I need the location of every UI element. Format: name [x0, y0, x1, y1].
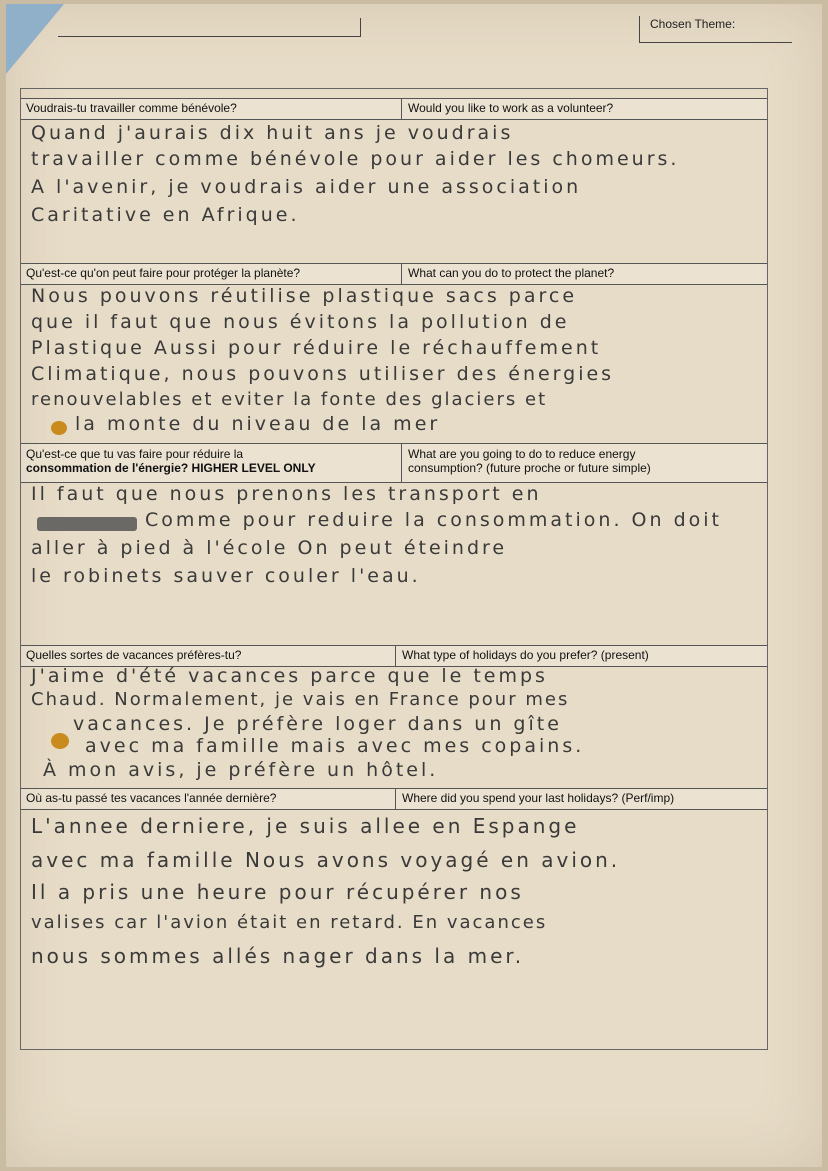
question-en: What type of holidays do you prefer? (present) — [402, 648, 649, 662]
answer-volunteer — [20, 118, 768, 256]
question-en-line: What are you going to do to reduce energy — [408, 447, 636, 461]
answer-line: avec ma famille mais avec mes copains. — [85, 735, 585, 757]
question-row-planet — [20, 263, 768, 285]
answer-planet — [20, 283, 768, 441]
answer-line: Comme pour reduire la consommation. On doit — [145, 509, 722, 531]
name-line — [58, 18, 361, 37]
answer-line: À mon avis, je préfère un hôtel. — [43, 759, 439, 781]
answer-line: J'aime d'été vacances parce que le temps — [31, 665, 548, 687]
question-fr-line: consommation de l'énergie? HIGHER LEVEL ONLY — [26, 461, 316, 475]
ink-blot — [51, 421, 67, 435]
answer-holiday-preference — [20, 665, 768, 787]
answer-line: Il faut que nous prenons les transport en — [31, 483, 542, 505]
chosen-theme-label: Chosen Theme: — [650, 17, 736, 31]
question-fr: Qu'est-ce qu'on peut faire pour protéger la planète? — [20, 264, 402, 284]
question-fr: Où as-tu passé tes vacances l'année dernière? — [20, 789, 396, 809]
answer-line: Nous pouvons réutilise plastique sacs parce — [31, 285, 578, 307]
question-row-holiday-preference — [20, 645, 768, 667]
question-fr-line: Qu'est-ce que tu vas faire pour réduire la — [26, 447, 244, 461]
question-fr — [20, 444, 402, 482]
answer-line: Il a pris une heure pour récupérer nos — [31, 880, 524, 904]
answer-line: aller à pied à l'école On peut éteindre — [31, 537, 508, 559]
question-en: Would you like to work as a volunteer? — [408, 101, 614, 115]
answer-line: Climatique, nous pouvons utiliser des énergies — [31, 363, 615, 385]
question-row-volunteer — [20, 98, 768, 120]
answer-line: la monte du niveau de la mer — [75, 413, 441, 435]
question-fr: Quelles sortes de vacances préfères-tu? — [20, 646, 396, 666]
ink-blot — [51, 733, 69, 749]
answer-line: travailler comme bénévole pour aider les chomeurs. — [31, 148, 680, 170]
answer-line: renouvelables et eviter la fonte des glaciers et — [31, 389, 548, 410]
answer-line: L'annee derniere, je suis allee en Espange — [31, 814, 580, 838]
question-row-last-holidays — [20, 788, 768, 810]
worksheet-page — [6, 4, 822, 1167]
answer-line: Quand j'aurais dix huit ans je voudrais — [31, 122, 514, 144]
question-en — [402, 444, 768, 482]
answer-line: Caritative en Afrique. — [31, 204, 300, 226]
answer-line: nous sommes allés nager dans la mer. — [31, 944, 525, 968]
crossed-out-word — [37, 517, 137, 531]
question-en: What can you do to protect the planet? — [408, 266, 615, 280]
question-en-line: consumption? (future proche or future simple) — [408, 461, 651, 475]
answer-line: Chaud. Normalement, je vais en France pour mes — [31, 689, 570, 710]
answer-energy — [20, 481, 768, 643]
question-fr: Voudrais-tu travailler comme bénévole? — [20, 99, 402, 119]
answer-line: que il faut que nous évitons la pollution de — [31, 311, 570, 333]
answer-last-holidays — [20, 808, 768, 1050]
question-form — [20, 88, 768, 1050]
question-row-energy — [20, 443, 768, 483]
chosen-theme-box — [639, 16, 792, 43]
background-corner — [6, 4, 64, 74]
answer-line: valises car l'avion était en retard. En vacances — [31, 912, 548, 933]
answer-line: Plastique Aussi pour réduire le réchauffement — [31, 337, 602, 359]
answer-line: avec ma famille Nous avons voyagé en avion. — [31, 848, 621, 872]
answer-line: vacances. Je préfère loger dans un gîte — [73, 713, 562, 735]
question-en: Where did you spend your last holidays? (Perf/imp) — [402, 791, 675, 805]
answer-line: le robinets sauver couler l'eau. — [31, 565, 421, 587]
answer-line: A l'avenir, je voudrais aider une association — [31, 176, 582, 198]
